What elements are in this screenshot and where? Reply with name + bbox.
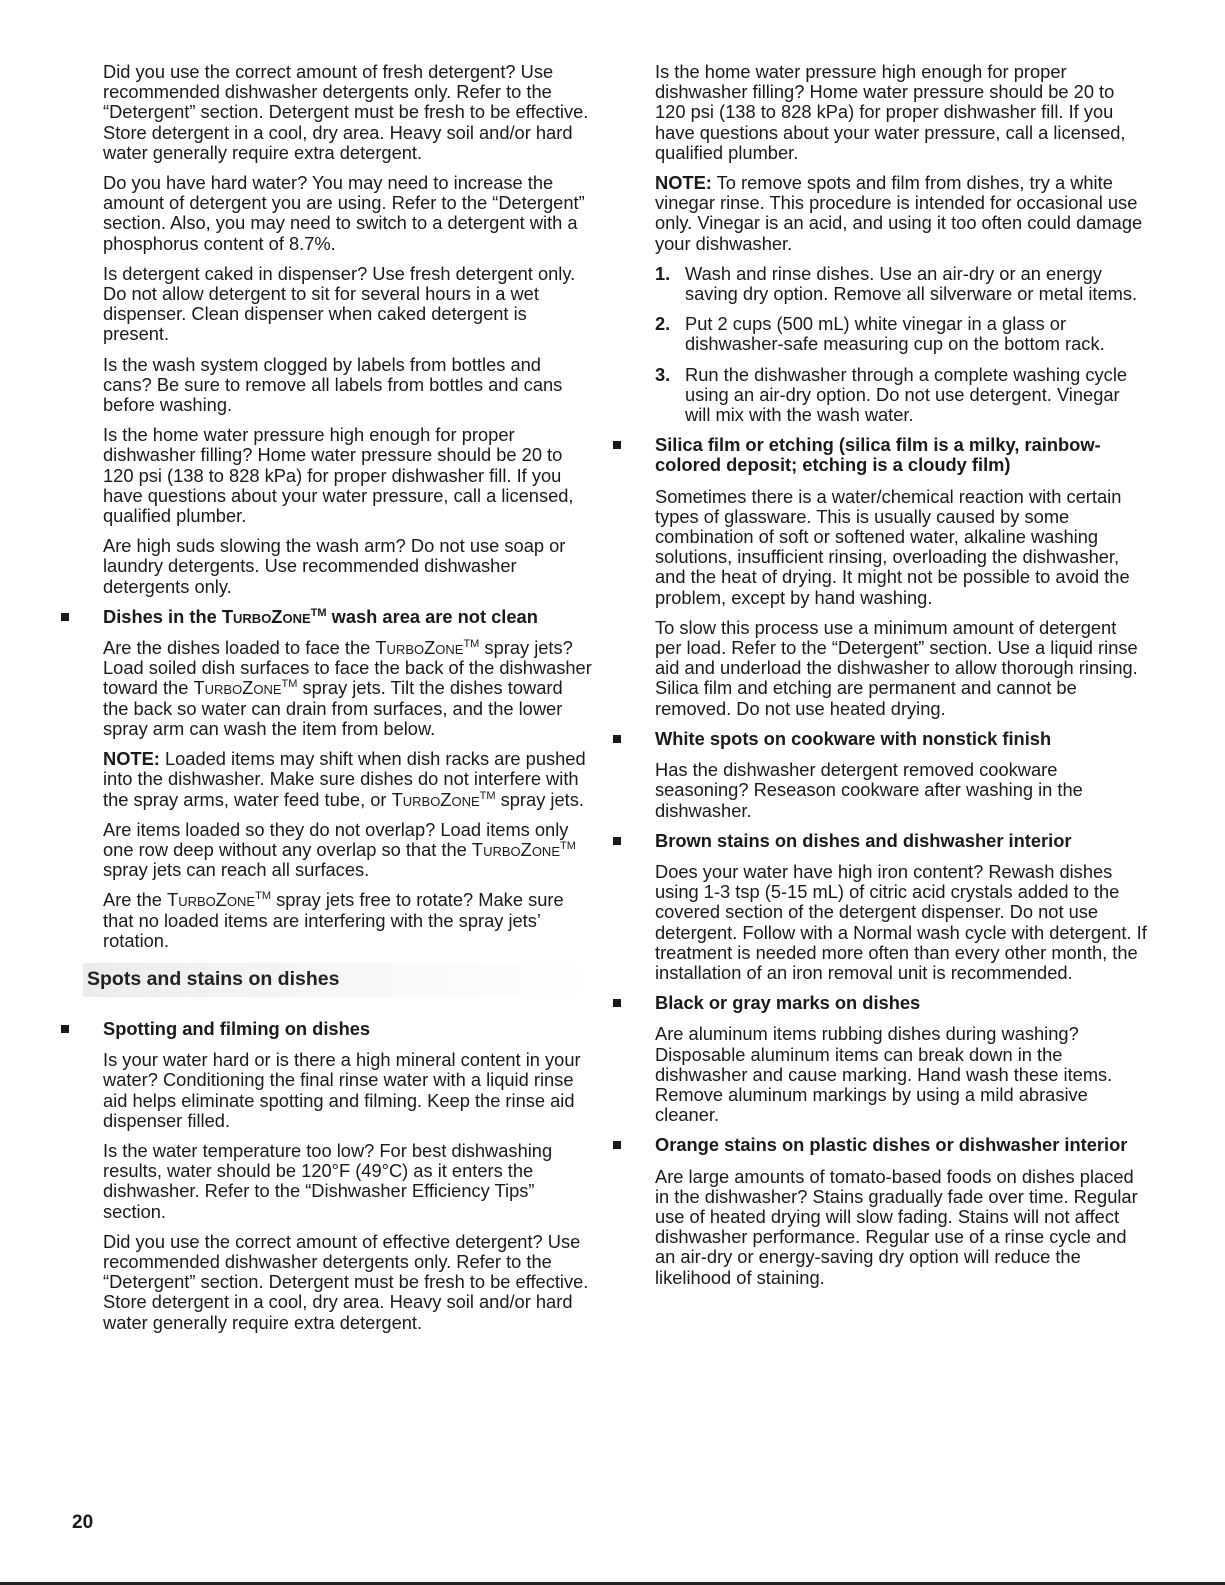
bullet-square-icon — [613, 1141, 621, 1149]
paragraph: Are the TurboZone™ spray jets free to rotate? Make sure that no loaded items are interfering with the spray jets’ rotation. — [103, 889, 564, 951]
list-item: 1. Wash and rinse dishes. Use an air-dry or an energy saving dry option. Remove all silverware or metal items. — [655, 262, 1138, 305]
bullet-heading-silica: Silica film or etching (silica film is a milky, rainbow-colored deposit; etching is a cloudy film) — [655, 435, 1147, 475]
paragraph: To slow this process use a minimum amount of detergent per load. Refer to the “Detergent” section. Use a liquid rinse aid and underload the dishwasher to allow thorough rinsing. Silica film and etching are permanent and cannot be removed. Do not use heated drying. — [655, 616, 1138, 719]
paragraph: Are high suds slowing the wash arm? Do not use soap or laundry detergents. Use recommended dishwasher detergents only. — [103, 535, 566, 597]
section-title: Spots and stains on dishes — [87, 967, 340, 990]
paragraph: Does your water have high iron content? Rewash dishes using 1-3 tsp (5-15 mL) of citric acid crystals added to the covered section of the detergent dispenser. Do not use detergent. Follow with a Normal wash cycle with detergent. If treatment is needed more often than every other month, the installation of an iron removal unit is recommended. — [655, 860, 1147, 983]
bullet-square-icon — [61, 613, 69, 621]
paragraph: Did you use the correct amount of effective detergent? Use recommended dishwasher detergents only. Refer to the “Detergent” section. Detergent must be fresh to be effective. Store detergent in a cool, dry area. Heavy soil and/or hard water generally require extra detergent. — [103, 1230, 589, 1333]
bullet-heading-black-marks: Black or gray marks on dishes — [655, 993, 1147, 1013]
paragraph: Do you have hard water? You may need to increase the amount of detergent you are using. Refer to the “Detergent” section. Also, you may need to switch to a detergent with a phosphorus content of 8.7%. — [103, 172, 585, 254]
paragraph: Sometimes there is a water/chemical reaction with certain types of glassware. This is usually caused by some combination of soft or softened water, alkaline washing solutions, insufficient rinsing, overloading the dishwasher, and the heat of drying. It might not be possible to avoid the problem, except by hand washing. — [655, 485, 1130, 608]
paragraph: Is the wash system clogged by labels from bottles and cans? Be sure to remove all labels from bottles and cans before washing. — [103, 353, 563, 416]
bullet-square-icon — [613, 837, 621, 845]
paragraph: Are items loaded so they do not overlap? Load items only one row deep without any overlap so that the TurboZone™ spray jets can reach all surfaces. — [103, 818, 576, 881]
paragraph: Is the home water pressure high enough for proper dishwasher filling? Home water pressure should be 20 to 120 psi (138 to 828 kPa) for proper dishwasher fill. If you have questions about your water pressure, call a licensed, qualified plumber. — [103, 424, 574, 527]
paragraph: Is the water temperature too low? For best dishwashing results, water should be 120°F (49°C) as it enters the dishwasher. Refer to the “Dishwasher Efficiency Tips” section. — [103, 1139, 553, 1222]
bullet-heading-orange-stains: Orange stains on plastic dishes or dishwasher interior — [655, 1135, 1147, 1155]
list-item: 3. Run the dishwasher through a complete washing cycle using an air-dry option. Do not use detergent. Vinegar will mix with the wash water. — [655, 363, 1128, 426]
paragraph: Are the dishes loaded to face the TurboZone™ spray jets? Load soiled dish surfaces to face the back of the dishwasher toward the TurboZone™ spray jets. Tilt the dishes toward the back so water can drain from surfaces, and the lower spray arm can wash the item from below. — [103, 637, 592, 739]
paragraph: Is detergent caked in dispenser? Use fresh detergent only. Do not allow detergent to sit for several hours in a wet dispenser. Clean dispenser when caked detergent is present. — [103, 262, 576, 345]
bullet-square-icon — [613, 441, 621, 449]
left-column — [87, 61, 593, 1343]
paragraph: Did you use the correct amount of fresh detergent? Use recommended dishwasher detergents only. Refer to the “Detergent” section. Detergent must be fresh to be effective. Store detergent in a cool, dry area. Heavy soil and/or hard water generally require extra detergent. — [103, 61, 589, 163]
bullet-heading-white-spots: White spots on cookware with nonstick finish — [655, 729, 1147, 749]
note-paragraph: NOTE: To remove spots and film from dishes, try a white vinegar rinse. This procedure is intended for occasional use only. Vinegar is an acid, and using it too often could damage your dishwasher. — [655, 172, 1143, 254]
bullet-square-icon — [613, 999, 621, 1007]
paragraph: Has the dishwasher detergent removed cookware seasoning? Reseason cookware after washing in the dishwasher. — [655, 759, 1083, 821]
note-paragraph: NOTE: Loaded items may shift when dish racks are pushed into the dishwasher. Make sure dishes do not interfere with the spray arms, water feed tube, or TurboZone™ spray jets. — [103, 748, 586, 810]
paragraph: Is your water hard or is there a high mineral content in your water? Conditioning the final rinse water with a liquid rinse aid helps eliminate spotting and filming. Keep the rinse aid dispenser filled. — [103, 1049, 581, 1131]
bullet-square-icon — [613, 735, 621, 743]
bullet-square-icon — [61, 1025, 69, 1033]
right-column — [655, 62, 1147, 1298]
bullet-heading-spotting: Spotting and filming on dishes — [103, 1019, 593, 1039]
bullet-heading-brown-stains: Brown stains on dishes and dishwasher interior — [655, 831, 1147, 851]
page-number: 20 — [72, 1512, 94, 1533]
paragraph: Are aluminum items rubbing dishes during washing? Disposable aluminum items can break down in the dishwasher and cause marking. Hand wash these items. Remove aluminum markings by using a mild abrasive cleaner. — [655, 1023, 1113, 1126]
section-heading — [83, 963, 593, 997]
paragraph: Are large amounts of tomato-based foods on dishes placed in the dishwasher? Stains gradually fade over time. Regular use of heated drying will slow fading. Stains will not affect dishwasher performance. Regular use of a rinse cycle and an air-dry or energy-saving dry option will reduce the likelihood of staining. — [655, 1165, 1138, 1288]
vinegar-steps-list — [655, 264, 1147, 425]
paragraph: Is the home water pressure high enough for proper dishwasher filling? Home water pressure should be 20 to 120 psi (138 to 828 kPa) for proper dishwasher fill. If you have questions about your water pressure, call a licensed, qualified plumber. — [655, 61, 1126, 163]
list-item: 2. Put 2 cups (500 mL) white vinegar in a glass or dishwasher-safe measuring cup on the bottom rack. — [655, 313, 1105, 355]
bullet-heading-turbozone: Dishes in the TurboZone™ wash area are not clean — [103, 607, 593, 627]
